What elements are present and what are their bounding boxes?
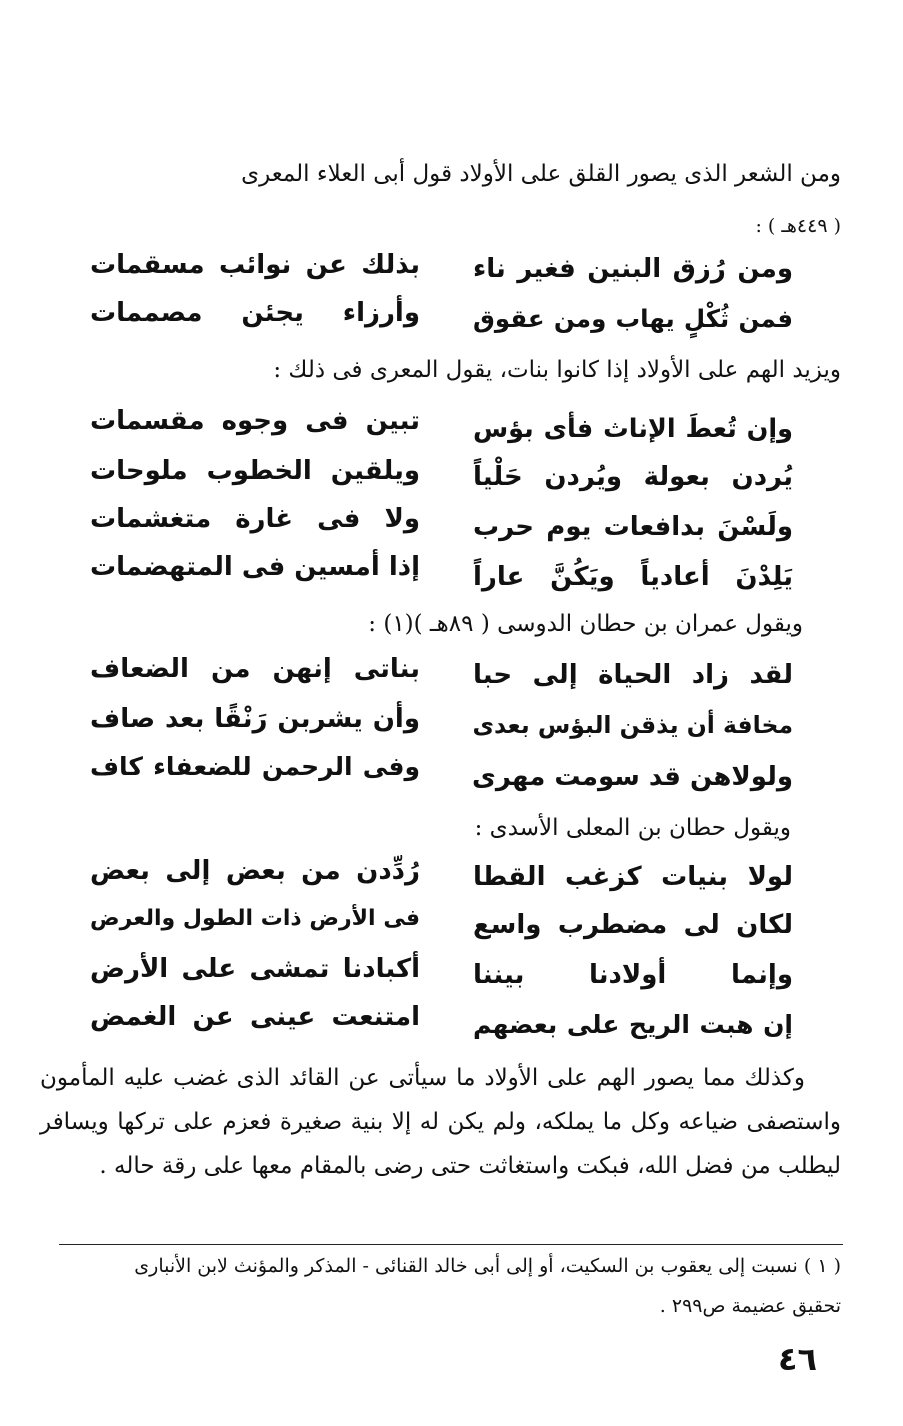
poem2-verse2-first-hemistich: يُردن بعولة ويُردن حَلْياً	[473, 462, 793, 492]
poem2-verse4-second-hemistich: إذا أمسين فى المتهضمات	[90, 552, 420, 582]
paragraph-3: ويقول عمران بن حطان الدوسى ( ٨٩هـ )(١) :	[368, 611, 803, 637]
poem4-verse2-first-hemistich: لكان لى مضطرب واسع	[473, 910, 793, 940]
page-number: ٤٦	[777, 1340, 817, 1378]
poem1-verse1-second-hemistich: بذلك عن نوائب مسقمات	[90, 250, 420, 280]
paragraph-2: ويزيد الهم على الأولاد إذا كانوا بنات، يقول المعرى فى ذلك :	[273, 357, 841, 383]
poem3-verse3-second-hemistich: وفى الرحمن للضعفاء كاف	[90, 752, 420, 781]
footnote-line-1: ( ١ ) نسبت إلى يعقوب بن السكيت، أو إلى أبى خالد القنائى - المذكر والمؤنث لابن الأنبارى	[134, 1255, 841, 1277]
poem4-verse2-second-hemistich: فى الأرض ذات الطول والعرض	[90, 906, 420, 931]
poem1-verse2-second-hemistich: وأرزاء يجئن مصممات	[90, 298, 420, 328]
poem4-verse3-second-hemistich: أكبادنا تمشى على الأرض	[90, 954, 420, 984]
poem2-verse4-first-hemistich: يَلِدْنَ أعادياً ويَكُنَّ عاراً	[473, 562, 793, 592]
poem3-verse1-second-hemistich: بناتى إنهن من الضعاف	[90, 654, 420, 684]
poem3-verse3-first-hemistich: ولولاهن قد سومت مهرى	[472, 762, 793, 792]
poem3-verse1-first-hemistich: لقد زاد الحياة إلى حبا	[473, 660, 793, 690]
poem3-verse2-second-hemistich: وأن يشربن رَنْقًا بعد صاف	[90, 704, 420, 734]
poem2-verse3-second-hemistich: ولا فى غارة متغشمات	[90, 504, 420, 534]
poem4-verse3-first-hemistich: وإنما أولادنا بيننا	[473, 960, 793, 990]
poem2-verse1-second-hemistich: تبين فى وجوه مقسمات	[90, 406, 420, 436]
poem4-verse1-first-hemistich: لولا بنيات كزغب القطا	[473, 862, 793, 892]
intro-line-2: ( ٤٤٩هـ ) :	[755, 215, 841, 237]
poem1-verse1-first-hemistich: ومن رُزق البنين فغير ناء	[473, 254, 793, 284]
footnote-line-2: تحقيق عضيمة ص٢٩٩ .	[659, 1295, 841, 1317]
footnote-rule	[59, 1244, 843, 1245]
poem4-verse1-second-hemistich: رُدِّدن من بعض إلى بعض	[90, 856, 420, 886]
paragraph-5: وكذلك مما يصور الهم على الأولاد ما سيأتى عن القائد الذى غضب عليه المأمون واستصفى ضياعه وكل ما يملكه، ولم يكن له إلا بنية صغيرة فعزم على تركها ويسافر ليطلب من فضل الله، فبكت واستغاثت حتى رضى بالمقام معها على رقة حاله .	[40, 1065, 841, 1179]
poem2-verse2-second-hemistich: ويلقين الخطوب ملوحات	[90, 456, 420, 486]
poem4-verse4-second-hemistich: امتنعت عينى عن الغمض	[90, 1002, 420, 1032]
poem2-verse3-first-hemistich: ولَسْنَ بدافعات يوم حرب	[473, 512, 793, 542]
intro-line-1: ومن الشعر الذى يصور القلق على الأولاد قول أبى العلاء المعرى	[241, 161, 841, 187]
poem4-verse4-first-hemistich: إن هبت الريح على بعضهم	[473, 1010, 793, 1039]
poem2-verse1-first-hemistich: وإن تُعطَ الإناث فأى بؤس	[473, 414, 793, 444]
poem1-verse2-first-hemistich: فمن ثُكْلٍ يهاب ومن عقوق	[473, 304, 793, 333]
poem3-verse2-first-hemistich: مخافة أن يذقن البؤس بعدى	[472, 711, 793, 739]
paragraph-4: ويقول حطان بن المعلى الأسدى :	[474, 815, 791, 841]
